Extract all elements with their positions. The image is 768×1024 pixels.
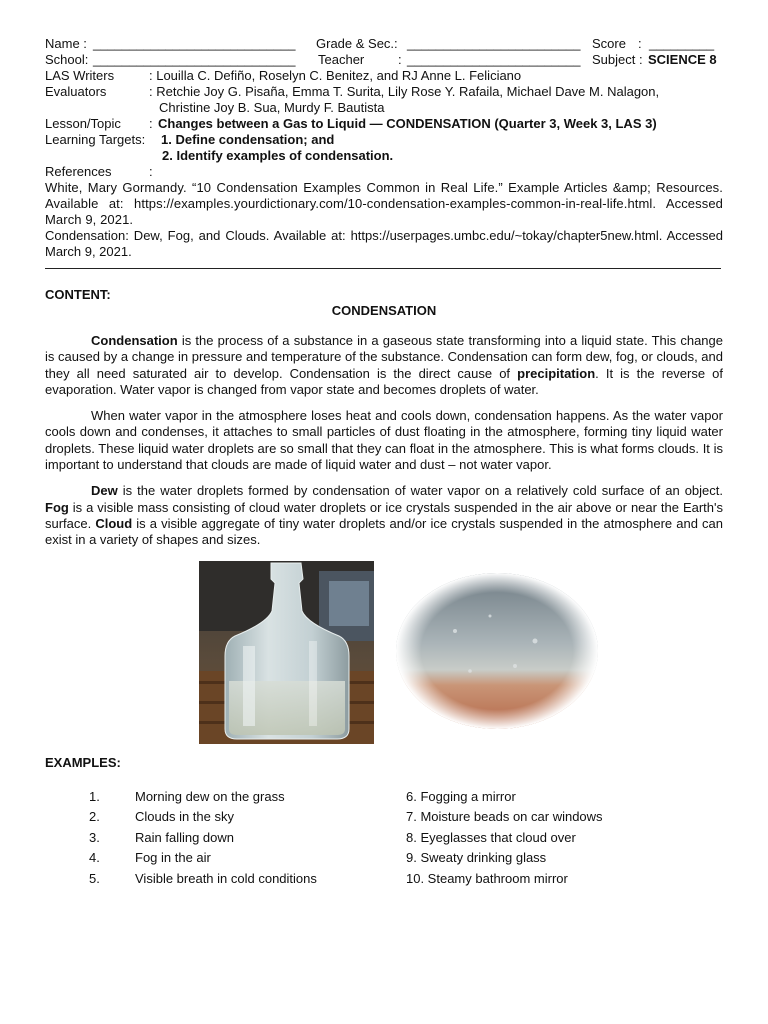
evaluators-value-line2: Christine Joy B. Sua, Murdy F. Bautista [159,100,385,115]
example-item: Visible breath in cold conditions [135,870,317,886]
name-blank[interactable]: ____________________________ [93,36,296,51]
lesson-row [45,116,723,132]
worksheet-page [45,36,723,889]
example-num: 3. [89,829,100,845]
score-blank[interactable]: _________ [649,36,715,51]
lesson-value: Changes between a Gas to Liquid — CONDENSATION (Quarter 3, Week 3, LAS 3) [158,116,657,131]
images-row [45,561,723,747]
example-num: 4. [89,850,100,866]
teacher-blank[interactable]: ________________________ [407,52,581,67]
paragraph-3-text-c: is a visible aggregate of tiny water droplets and/or ice crystals suspended in the atmosphere and can exist in a variety of shapes and sizes. [45,515,723,548]
term-condensation: Condensation [91,333,178,348]
term-cloud: Cloud [95,515,133,531]
school-blank[interactable]: ____________________________ [93,52,296,67]
examples-label: EXAMPLES: [45,754,121,770]
target-2: 2. Identify examples of condensation. [162,148,394,163]
targets-row [45,132,723,148]
references-separator: : [149,164,153,179]
example-item: 6. Fogging a mirror [406,788,516,804]
teacher-label: Teacher [318,52,365,67]
header-row-name [45,36,723,52]
references-label: References [45,164,112,179]
example-item: Clouds in the sky [135,809,234,825]
writers-value: : Louilla C. Defiño, Roselyn C. Benitez, and RJ Anne L. Feliciano [149,68,522,83]
divider-line [45,268,721,269]
example-num: 1. [89,788,100,804]
term-fog: Fog [45,499,69,515]
condensation-bottle-photo [199,561,374,744]
example-item: Fog in the air [135,850,211,866]
targets-label: Learning Targets: [45,132,146,147]
example-item: 9. Sweaty drinking glass [406,850,547,866]
examples-list [45,789,723,889]
lesson-label: Lesson/Topic [45,116,121,131]
paragraph-water-vapor: When water vapor in the atmosphere loses heat and cools down, condensation happens. As the water vapor cools down and condenses, it attaches to small particles of dust floating in the atmosphere, forming tiny liquid water droplets. These liquid water droplets are so small that they can float in the atmosphere. This is what forms clouds. It is important to understand that clouds are made of liquid water and dust – not water vapor. [45,408,723,473]
name-label: Name : [45,36,87,51]
score-separator: : [638,36,642,51]
example-item: Morning dew on the grass [135,788,285,804]
score-label: Score [592,36,626,51]
term-dew: Dew [91,483,118,499]
writers-row [45,68,723,84]
references-row [45,164,723,180]
evaluators-label: Evaluators [45,84,107,99]
subject-value: SCIENCE 8 [648,52,717,67]
school-label: School: [45,52,89,67]
grade-label: Grade & Sec.: [316,36,398,51]
paragraph-1-text-a: is the process of a substance in a gaseous state transforming into a liquid state. This change is caused by a change in pressure and temperature of the substance. Condensation can form dew, fog, or clouds, and they all need saturated air to develop. Condensation is the direct cause of [45,333,723,381]
paragraph-dew-fog-cloud [45,483,723,548]
teacher-separator: : [398,52,402,67]
lesson-separator: : [149,116,153,131]
header-row-school [45,52,723,68]
evaluators-row-2 [45,100,723,116]
paragraph-3-text-a: is the water droplets formed by condensation of water vapor on a relatively cold surface of an object. [117,483,723,499]
term-precipitation: precipitation [517,365,596,381]
fogged-glass-photo [395,571,600,731]
example-item: 8. Eyeglasses that cloud over [406,829,576,845]
evaluators-value-line1: : Retchie Joy G. Pisaña, Emma T. Surita, Lily Rose Y. Rafaila, Michael Dave M. Nalagon, [149,84,660,99]
content-label: CONTENT: [45,287,111,302]
example-item: 7. Moisture beads on car windows [406,809,603,825]
grade-blank[interactable]: ________________________ [407,36,581,51]
subject-label: Subject : [592,52,643,67]
evaluators-row [45,84,723,100]
content-title: CONDENSATION [331,303,437,318]
example-num: 5. [89,870,100,886]
example-item: Rain falling down [135,829,235,845]
targets-row-2 [45,148,723,164]
writers-label: LAS Writers [45,68,115,83]
paragraph-condensation [45,333,723,398]
target-1: 1. Define condensation; and [161,132,335,147]
example-item: 10. Steamy bathroom mirror [406,870,568,886]
paragraph-3-text-b: is a visible mass consisting of cloud water droplets or ice crystals suspended in the air above or near the Earth's surface. [45,499,723,531]
reference-2: Condensation: Dew, Fog, and Clouds. Available at: https://userpages.umbc.edu/~tokay/chapter5new.html. Accessed March 9, 2021. [45,228,723,259]
paragraph-1-text-b: . It is the reverse of evaporation. Water vapor is changed from vapor state and becomes droplets of water. [45,365,723,397]
example-num: 2. [89,809,100,825]
reference-1: White, Mary Gormandy. “10 Condensation Examples Common in Real Life.” Example Articles &amp; Resources. Available at: https://examples.yourdictionary.com/10-condensation-examples-common-in-real-life.html. Accessed March 9, 2021. [45,180,723,227]
